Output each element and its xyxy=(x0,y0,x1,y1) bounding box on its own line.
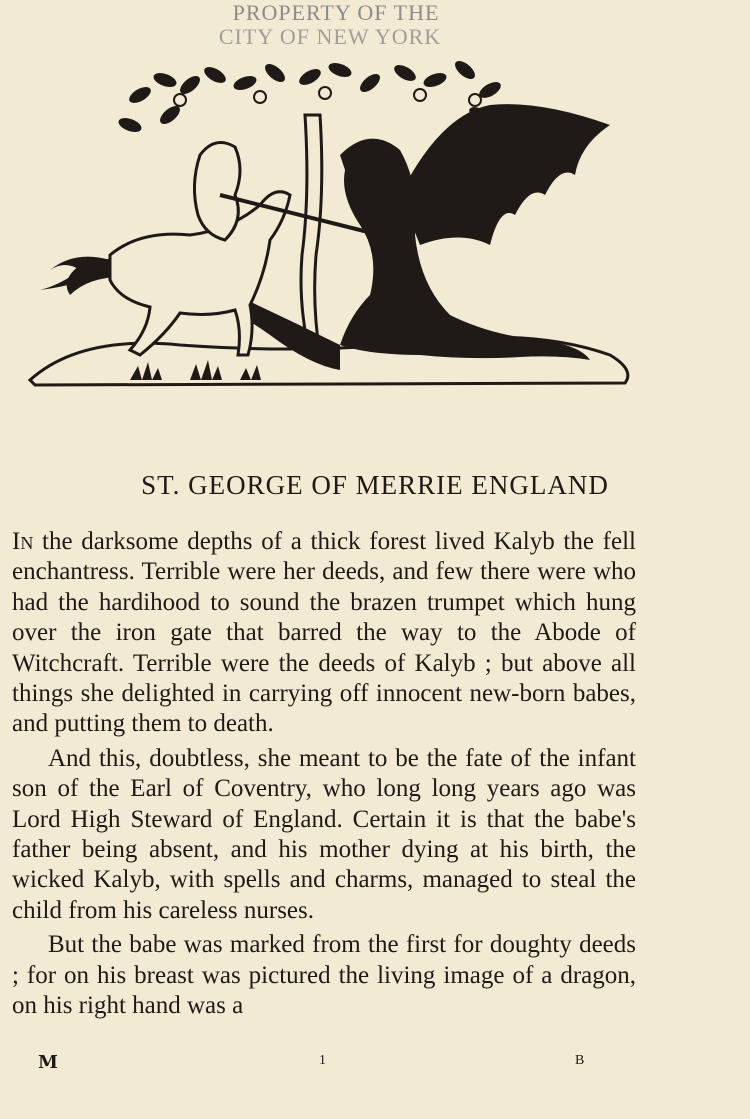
signature-letter: B xyxy=(575,1053,585,1068)
stamp-line-2: CITY OF NEW YORK xyxy=(218,24,442,49)
tree-trunk xyxy=(301,115,322,355)
chapter-title: ST. GEORGE OF MERRIE ENGLAND xyxy=(141,470,609,500)
paragraph-2: And this, doubtless, she meant to be the fate of the infant son of the Earl of Coventry, who long long years ago was Lord High Steward of England. Certain it is that the babe's father being absent, and his mother dying at his birth, the wicked Kalyb, with spells and charms, managed to steal the child from his careless nurses. xyxy=(12,744,636,924)
knight xyxy=(194,143,240,241)
stamp-line-1: PROPERTY OF THE xyxy=(232,0,440,25)
paragraph-3: But the babe was marked from the first for doughty deeds ; for on his breast was pictured the living image of a dragon, on his right hand was a xyxy=(12,931,636,1020)
paragraph-1 xyxy=(12,527,636,740)
lead-words: In xyxy=(12,528,34,555)
story-text xyxy=(12,527,636,1022)
dragon-wing xyxy=(400,104,610,245)
signature-mark: M xyxy=(38,1052,58,1073)
tree-fruits xyxy=(174,87,481,106)
st-george-dragon-illustration xyxy=(20,55,640,395)
paragraph-1-text: the darksome depths of a thick forest lived Kalyb the fell enchantress. Terrible were her deeds, and few there were who had the hardihood to sound the brazen trumpet which hung over the iron gate that barred the way to the Abode of Witchcraft. Terrible were the deeds of Kalyb ; but above all things she delighted in carrying off innocent new-born babes, and putting them to death. xyxy=(12,528,636,738)
page-number: 1 xyxy=(319,1053,326,1068)
page-footer xyxy=(0,1053,750,1075)
